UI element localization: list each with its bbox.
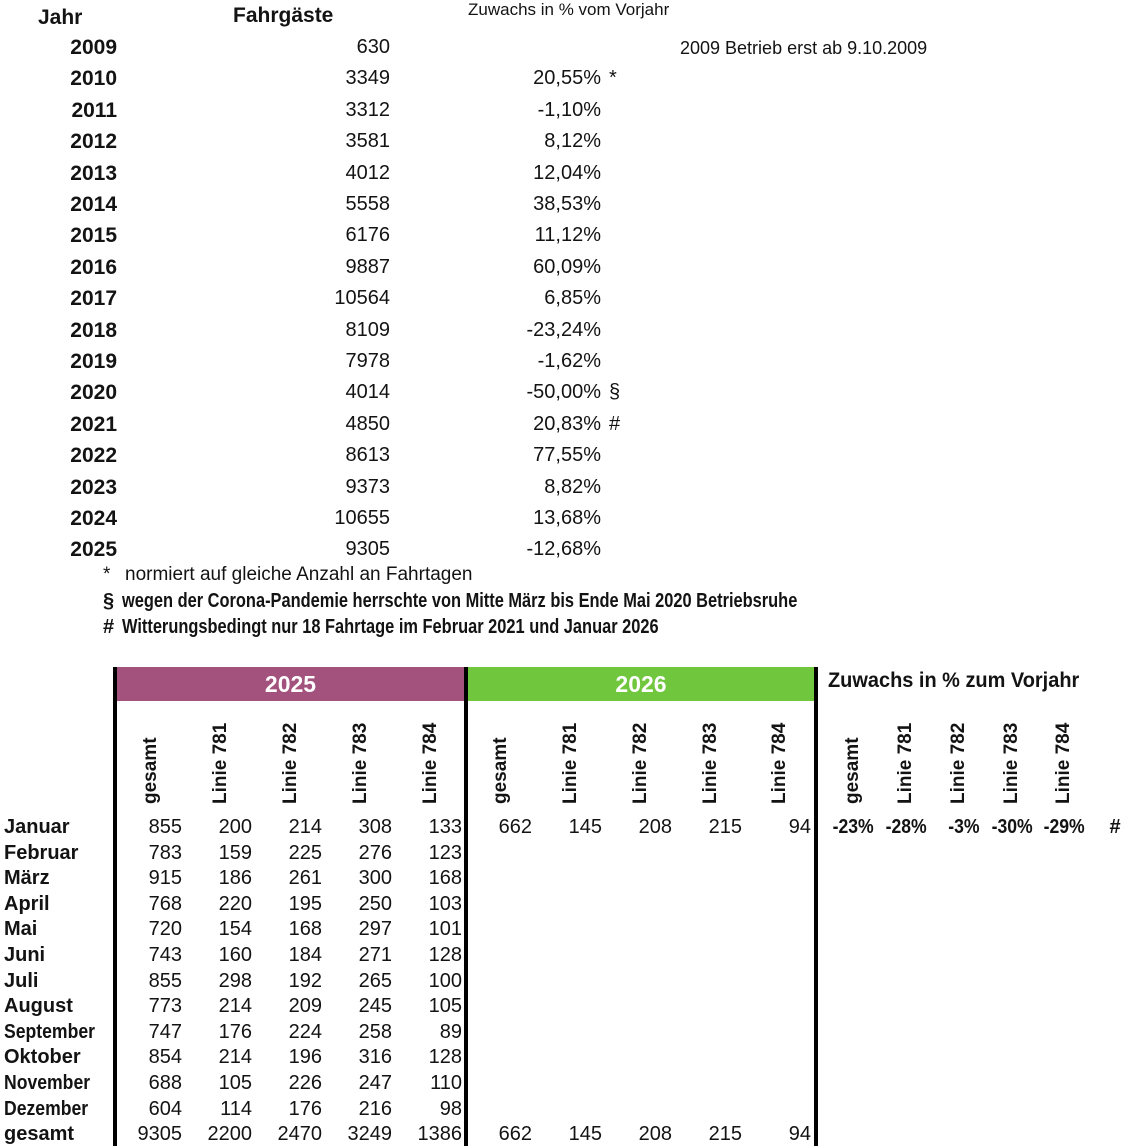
value-cell: 101 bbox=[428, 918, 462, 940]
yearly-row bbox=[0, 472, 1137, 503]
value-cell: 100 bbox=[428, 970, 462, 992]
yearly-row bbox=[0, 346, 1137, 377]
value-cell: 276 bbox=[358, 842, 392, 864]
passengers-cell: 4014 bbox=[345, 381, 390, 403]
yearly-row bbox=[0, 409, 1137, 440]
column-header-2025-linie-784: Linie 784 bbox=[420, 722, 441, 804]
month-label: September bbox=[4, 1021, 95, 1043]
year-cell: 2024 bbox=[70, 507, 117, 530]
year-cell: 2017 bbox=[70, 287, 117, 310]
value-cell: 1386 bbox=[417, 1123, 462, 1145]
value-cell: 105 bbox=[218, 1072, 252, 1094]
column-header-2025-linie-782: Linie 782 bbox=[280, 722, 301, 804]
value-cell: 300 bbox=[358, 867, 392, 889]
column-header-2026-linie-783: Linie 783 bbox=[700, 722, 721, 804]
value-cell: 298 bbox=[218, 970, 252, 992]
month-row bbox=[0, 865, 1137, 891]
value-cell: 747 bbox=[148, 1021, 182, 1043]
passengers-cell: 4850 bbox=[345, 413, 390, 435]
value-cell: 9305 bbox=[137, 1123, 182, 1145]
passengers-cell: 3581 bbox=[345, 130, 390, 152]
growth-cell: 8,12% bbox=[544, 130, 601, 152]
passengers-cell: 6176 bbox=[345, 224, 390, 246]
column-header-growth-linie-781: Linie 781 bbox=[895, 722, 916, 804]
month-label: November bbox=[4, 1072, 91, 1094]
growth-cell: 13,68% bbox=[533, 507, 601, 529]
column-header-2025-linie-781: Linie 781 bbox=[210, 722, 231, 804]
passengers-cell: 3312 bbox=[345, 99, 390, 121]
passengers-cell: 8109 bbox=[345, 319, 390, 341]
yearly-row bbox=[0, 95, 1137, 126]
value-cell: 783 bbox=[148, 842, 182, 864]
year-cell: 2018 bbox=[70, 319, 117, 342]
value-cell: 215 bbox=[708, 816, 742, 838]
passengers-cell: 9373 bbox=[345, 476, 390, 498]
year-cell: 2022 bbox=[70, 444, 117, 467]
growth-section-title: Zuwachs in % zum Vorjahr bbox=[828, 669, 1080, 692]
month-label: Oktober bbox=[4, 1046, 81, 1068]
column-header-growth-linie-783: Linie 783 bbox=[1001, 722, 1022, 804]
value-cell: 226 bbox=[288, 1072, 322, 1094]
yearly-row bbox=[0, 252, 1137, 283]
month-row bbox=[0, 1019, 1137, 1045]
value-cell: 215 bbox=[708, 1123, 742, 1145]
footnote-symbol: * bbox=[103, 564, 111, 585]
value-cell: 103 bbox=[428, 893, 462, 915]
value-cell: 773 bbox=[148, 995, 182, 1017]
growth-value-cell: -3% bbox=[948, 816, 980, 838]
value-cell: 192 bbox=[288, 970, 322, 992]
value-cell: 855 bbox=[148, 816, 182, 838]
yearly-row bbox=[0, 63, 1137, 94]
passengers-cell: 5558 bbox=[345, 193, 390, 215]
value-cell: 688 bbox=[148, 1072, 182, 1094]
year-band-2025: 2025 bbox=[117, 667, 464, 701]
yearly-header-jahr: Jahr bbox=[38, 6, 83, 29]
year-cell: 2009 bbox=[70, 36, 117, 59]
value-cell: 123 bbox=[428, 842, 462, 864]
year-cell: 2019 bbox=[70, 350, 117, 373]
column-header-2026-linie-784: Linie 784 bbox=[769, 722, 790, 804]
growth-value-cell: -28% bbox=[885, 816, 927, 838]
value-cell: 214 bbox=[288, 816, 322, 838]
value-cell: 2200 bbox=[207, 1123, 252, 1145]
growth-value-cell: -29% bbox=[1043, 816, 1085, 838]
value-cell: 604 bbox=[148, 1098, 182, 1120]
column-header-2026-linie-781: Linie 781 bbox=[560, 722, 581, 804]
value-cell: 297 bbox=[358, 918, 392, 940]
month-label: Januar bbox=[4, 816, 70, 838]
value-cell: 855 bbox=[148, 970, 182, 992]
year-cell: 2013 bbox=[70, 162, 117, 185]
value-cell: 214 bbox=[218, 1046, 252, 1068]
month-row bbox=[0, 1044, 1137, 1070]
month-row bbox=[0, 1096, 1137, 1122]
month-row bbox=[0, 968, 1137, 994]
year-cell: 2014 bbox=[70, 193, 117, 216]
month-row bbox=[0, 840, 1137, 866]
value-cell: 245 bbox=[358, 995, 392, 1017]
column-header-growth-linie-784: Linie 784 bbox=[1053, 722, 1074, 804]
value-cell: 2470 bbox=[277, 1123, 322, 1145]
value-cell: 214 bbox=[218, 995, 252, 1017]
value-cell: 225 bbox=[288, 842, 322, 864]
value-cell: 209 bbox=[288, 995, 322, 1017]
year-cell: 2016 bbox=[70, 256, 117, 279]
year-cell: 2021 bbox=[70, 413, 117, 436]
value-cell: 133 bbox=[428, 816, 462, 838]
growth-cell: 8,82% bbox=[544, 476, 601, 498]
value-cell: 176 bbox=[288, 1098, 322, 1120]
value-cell: 168 bbox=[288, 918, 322, 940]
column-header-growth-gesamt: gesamt bbox=[842, 737, 863, 804]
growth-cell: 11,12% bbox=[534, 224, 601, 246]
value-cell: 208 bbox=[638, 816, 672, 838]
value-cell: 915 bbox=[148, 867, 182, 889]
column-header-2026-linie-782: Linie 782 bbox=[630, 722, 651, 804]
value-cell: 662 bbox=[498, 1123, 532, 1145]
value-cell: 186 bbox=[218, 867, 252, 889]
value-cell: 195 bbox=[288, 893, 322, 915]
growth-footnote-marker: # bbox=[1109, 816, 1121, 838]
value-cell: 128 bbox=[428, 944, 462, 966]
note-2009: 2009 Betrieb erst ab 9.10.2009 bbox=[680, 38, 928, 58]
passengers-cell: 4012 bbox=[345, 162, 390, 184]
value-cell: 258 bbox=[358, 1021, 392, 1043]
value-cell: 114 bbox=[220, 1098, 252, 1120]
month-label: April bbox=[4, 893, 50, 915]
month-label: Juni bbox=[4, 944, 46, 966]
value-cell: 316 bbox=[358, 1046, 392, 1068]
growth-value-cell: -23% bbox=[832, 816, 874, 838]
yearly-row bbox=[0, 440, 1137, 471]
value-cell: 105 bbox=[428, 995, 462, 1017]
value-cell: 154 bbox=[218, 918, 252, 940]
value-cell: 98 bbox=[439, 1098, 462, 1120]
month-row bbox=[0, 891, 1137, 917]
growth-cell: -12,68% bbox=[526, 538, 601, 560]
value-cell: 250 bbox=[358, 893, 392, 915]
value-cell: 196 bbox=[288, 1046, 322, 1068]
growth-cell: 38,53% bbox=[533, 193, 601, 215]
column-header-growth-linie-782: Linie 782 bbox=[948, 722, 969, 804]
value-cell: 768 bbox=[148, 893, 182, 915]
footnote-symbol: # bbox=[103, 616, 115, 638]
footnote-marker-cell: # bbox=[609, 413, 621, 435]
footnote-symbol: § bbox=[103, 590, 115, 612]
yearly-row bbox=[0, 32, 1137, 63]
value-cell: 224 bbox=[288, 1021, 322, 1043]
passengers-cell: 10655 bbox=[334, 507, 390, 529]
year-cell: 2023 bbox=[70, 476, 117, 499]
passengers-cell: 8613 bbox=[345, 444, 390, 466]
yearly-row bbox=[0, 158, 1137, 189]
value-cell: 159 bbox=[218, 842, 252, 864]
passengers-cell: 630 bbox=[356, 36, 390, 58]
year-cell: 2012 bbox=[70, 130, 117, 153]
footnote-text: Witterungsbedingt nur 18 Fahrtage im Februar 2021 und Januar 2026 bbox=[122, 616, 659, 638]
month-row bbox=[0, 916, 1137, 942]
yearly-row bbox=[0, 189, 1137, 220]
footnote-text: wegen der Corona-Pandemie herrschte von Mitte März bis Ende Mai 2020 Betriebsruhe bbox=[122, 590, 798, 612]
growth-cell: 77,55% bbox=[533, 444, 601, 466]
value-cell: 89 bbox=[439, 1021, 462, 1043]
growth-cell: 6,85% bbox=[544, 287, 601, 309]
footnote-marker-cell: * bbox=[609, 67, 617, 89]
value-cell: 261 bbox=[288, 867, 322, 889]
value-cell: 208 bbox=[638, 1123, 672, 1145]
growth-cell: -50,00% bbox=[526, 381, 601, 403]
yearly-header-zuwachs: Zuwachs in % vom Vorjahr bbox=[468, 0, 670, 19]
yearly-row bbox=[0, 377, 1137, 408]
growth-cell: 12,04% bbox=[533, 162, 601, 184]
growth-cell: -1,10% bbox=[537, 99, 601, 121]
passengers-cell: 9887 bbox=[345, 256, 390, 278]
value-cell: 216 bbox=[358, 1098, 392, 1120]
growth-cell: 20,83% bbox=[533, 413, 601, 435]
month-label: gesamt bbox=[4, 1123, 75, 1145]
yearly-row bbox=[0, 220, 1137, 251]
footnote-marker-cell: § bbox=[609, 381, 621, 403]
year-cell: 2010 bbox=[70, 67, 117, 90]
yearly-header-fahrgaeste: Fahrgäste bbox=[233, 4, 334, 27]
value-cell: 271 bbox=[358, 944, 392, 966]
column-header-2026-gesamt: gesamt bbox=[490, 737, 511, 804]
column-header-2025-gesamt: gesamt bbox=[140, 737, 161, 804]
growth-cell: -1,62% bbox=[537, 350, 601, 372]
yearly-row bbox=[0, 126, 1137, 157]
value-cell: 265 bbox=[358, 970, 392, 992]
year-cell: 2025 bbox=[70, 538, 117, 561]
value-cell: 220 bbox=[218, 893, 252, 915]
year-cell: 2020 bbox=[70, 381, 117, 404]
growth-value-cell: -30% bbox=[991, 816, 1033, 838]
value-cell: 110 bbox=[430, 1072, 462, 1094]
value-cell: 720 bbox=[148, 918, 182, 940]
value-cell: 176 bbox=[218, 1021, 252, 1043]
year-band-2026: 2026 bbox=[468, 667, 814, 701]
passengers-cell: 9305 bbox=[345, 538, 390, 560]
yearly-row bbox=[0, 503, 1137, 534]
passengers-cell: 7978 bbox=[345, 350, 390, 372]
value-cell: 145 bbox=[568, 1123, 602, 1145]
value-cell: 854 bbox=[148, 1046, 182, 1068]
month-row-total bbox=[0, 1121, 1137, 1147]
month-label: Juli bbox=[4, 970, 39, 992]
value-cell: 145 bbox=[568, 816, 602, 838]
column-header-2025-linie-783: Linie 783 bbox=[350, 722, 371, 804]
year-cell: 2015 bbox=[70, 224, 117, 247]
value-cell: 743 bbox=[148, 944, 182, 966]
growth-cell: 60,09% bbox=[533, 256, 601, 278]
yearly-row bbox=[0, 283, 1137, 314]
yearly-row bbox=[0, 534, 1137, 565]
passengers-cell: 3349 bbox=[345, 67, 390, 89]
yearly-row bbox=[0, 315, 1137, 346]
growth-cell: 20,55% bbox=[533, 67, 601, 89]
month-label: August bbox=[4, 995, 73, 1017]
passengers-cell: 10564 bbox=[334, 287, 390, 309]
value-cell: 308 bbox=[358, 816, 392, 838]
month-label: Februar bbox=[4, 842, 79, 864]
year-cell: 2011 bbox=[71, 99, 117, 122]
value-cell: 128 bbox=[428, 1046, 462, 1068]
value-cell: 94 bbox=[788, 816, 811, 838]
month-row bbox=[0, 814, 1137, 840]
month-label: März bbox=[4, 867, 50, 889]
month-row bbox=[0, 993, 1137, 1019]
month-row bbox=[0, 1070, 1137, 1096]
value-cell: 168 bbox=[428, 867, 462, 889]
value-cell: 247 bbox=[358, 1072, 392, 1094]
value-cell: 184 bbox=[288, 944, 322, 966]
month-label: Mai bbox=[4, 918, 38, 940]
growth-cell: -23,24% bbox=[526, 319, 601, 341]
month-row bbox=[0, 942, 1137, 968]
value-cell: 94 bbox=[788, 1123, 811, 1145]
value-cell: 662 bbox=[498, 816, 532, 838]
footnote-text: normiert auf gleiche Anzahl an Fahrtagen bbox=[125, 564, 473, 585]
value-cell: 3249 bbox=[347, 1123, 392, 1145]
value-cell: 160 bbox=[218, 944, 252, 966]
month-label: Dezember bbox=[4, 1098, 89, 1120]
value-cell: 200 bbox=[218, 816, 252, 838]
